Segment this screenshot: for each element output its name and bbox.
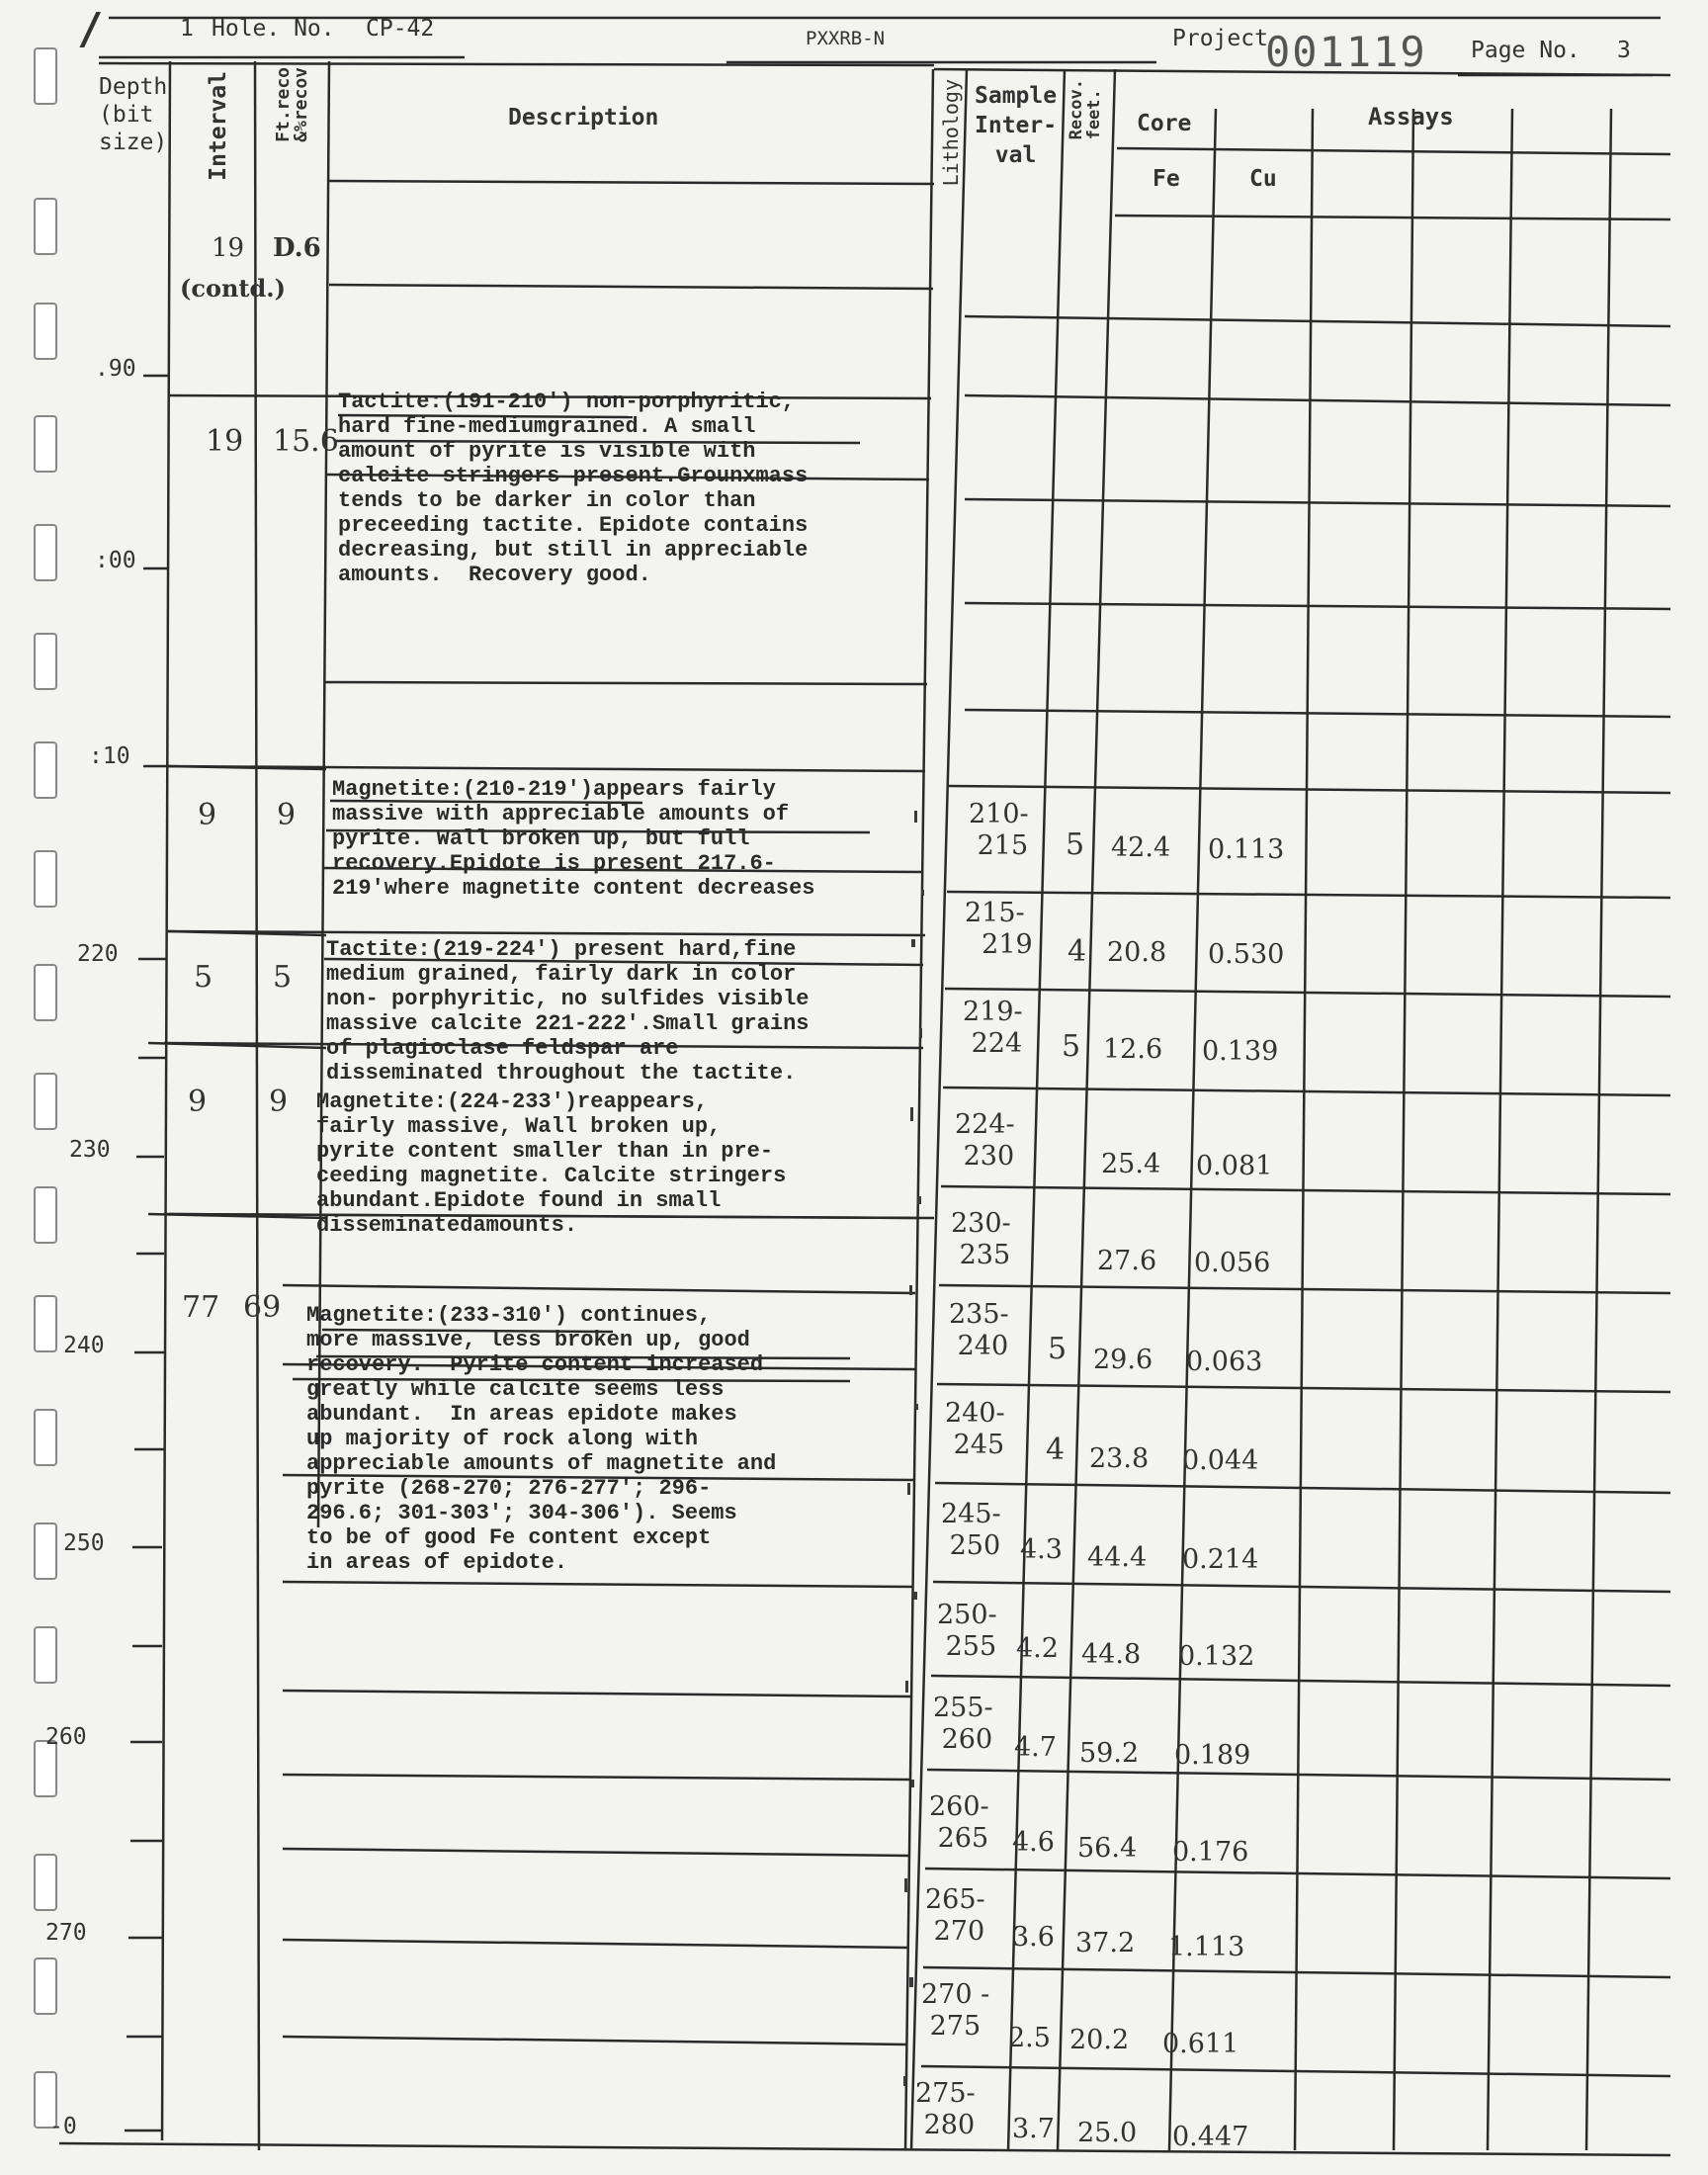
core-header: Core [1137, 111, 1192, 136]
sample-interval: 240- 245 [945, 1398, 1005, 1460]
sample-interval: 215- 219 [965, 898, 1033, 960]
sample-interval: 255- 260 [933, 1693, 993, 1755]
assay-cu: 0.214 [1182, 1544, 1259, 1575]
interval-column-header: Interval [206, 71, 231, 181]
interval-value: 19 [212, 233, 245, 263]
assay-fe: 42.4 [1111, 832, 1171, 863]
interval-value: 19 [206, 424, 244, 459]
description-column-header: Description [508, 105, 659, 130]
sample-interval: 235- 240 [949, 1299, 1009, 1361]
sample-recovery: 4 [1046, 1433, 1066, 1467]
depth-mark: .90 [95, 356, 136, 382]
location-name: PXXRB-N [806, 28, 886, 49]
sample-recovery: 5 [1062, 1029, 1081, 1064]
recovery-value: 69 [243, 1290, 282, 1325]
assay-cu: 0.132 [1178, 1641, 1255, 1672]
assay-fe: 25.4 [1101, 1149, 1161, 1179]
hole-number: CP-42 [366, 16, 435, 42]
interval-value: 77 [182, 1290, 220, 1325]
sample-interval: 265- 270 [925, 1884, 985, 1947]
assay-cu: 0.063 [1186, 1347, 1263, 1377]
sample-recovery: 4.6 [1012, 1827, 1055, 1858]
recovery-column-header: Ft.reco &%recov [273, 67, 311, 142]
recovery-value: 9 [269, 1085, 289, 1119]
description-magnetite-233-310: Magnetite:(233-310') continues, more massive, less broken up, good recovery. Pyrite content increased greatly while calcite seems less abundant. In areas epidote makes up majority of rock along with appreciable amounts of magnetite and pyrite (268-270; 276-277'; 296- 296.6; 301-303'; 304-306'). Seems to be of good Fe content except in areas of epidote. [306, 1303, 777, 1575]
depth-mark: 250 [63, 1530, 105, 1556]
sample-recovery: 4.3 [1020, 1534, 1063, 1565]
sample-recovery: 3.7 [1012, 2114, 1055, 2144]
hole-prefix: 1 [180, 16, 194, 42]
assay-fe: 44.8 [1081, 1639, 1142, 1670]
assay-fe: 59.2 [1079, 1738, 1140, 1769]
assay-fe: 20.8 [1107, 937, 1167, 968]
assay-cu: 0.447 [1172, 2122, 1249, 2152]
depth-column-header: Depth (bit size) [99, 74, 168, 155]
left-mark: / [77, 4, 104, 54]
sample-recovery: 5 [1048, 1332, 1068, 1366]
assay-fe: 23.8 [1089, 1443, 1150, 1474]
description-tactite-219-224: Tactite:(219-224') present hard,fine medium grained, fairly dark in color non- porphyritic, no sulfides visible massive calcite 221-222'.Small grains of plagioclase feldspar are disseminated throughout the tactite. [326, 937, 810, 1086]
depth-mark: :10 [89, 743, 130, 769]
description-magnetite-224-233: Magnetite:(224-233')reappears, fairly massive, Wall broken up, pyrite content smaller than in pre- ceeding magnetite. Calcite stringers abundant.Epidote found in small disseminatedamounts. [316, 1089, 787, 1238]
assay-fe: 20.2 [1069, 2025, 1130, 2055]
sample-recovery: 4.2 [1016, 1633, 1059, 1664]
sample-interval-header: Sample Inter- val [975, 83, 1058, 168]
assay-fe: 29.6 [1093, 1345, 1153, 1375]
sample-interval: 275- 280 [915, 2078, 976, 2140]
depth-mark: 260 [45, 1724, 87, 1750]
assay-cu: 0.530 [1208, 939, 1285, 970]
sample-interval: 230- 235 [951, 1208, 1011, 1270]
interval-value: 9 [188, 1085, 208, 1119]
sample-interval: 210- 215 [969, 799, 1029, 861]
hole-label: Hole. No. [212, 16, 335, 42]
sample-recovery: 4.7 [1014, 1732, 1057, 1763]
assay-cu: 0.611 [1162, 2029, 1239, 2059]
project-label: Project [1172, 26, 1268, 51]
assay-cu: 1.113 [1168, 1932, 1245, 1962]
assay-cu: 0.189 [1174, 1740, 1251, 1771]
assay-cu: 0.113 [1208, 834, 1285, 865]
assay-cu: 0.081 [1196, 1151, 1273, 1181]
depth-mark: 230 [69, 1137, 111, 1163]
assay-fe: 27.6 [1097, 1246, 1157, 1276]
depth-mark: 240 [63, 1333, 105, 1358]
depth-mark: 270 [45, 1920, 87, 1946]
sample-interval: 224- 230 [955, 1109, 1015, 1172]
depth-mark: :00 [95, 548, 136, 573]
assay-fe: 25.0 [1077, 2118, 1138, 2148]
page-number: 3 [1617, 38, 1631, 63]
sample-interval: 270 - 275 [921, 1979, 990, 2042]
sample-interval: 260- 265 [929, 1791, 989, 1854]
interval-note: (contd.) [180, 274, 287, 303]
depth-mark: -0 [49, 2114, 77, 2139]
sample-recovery: 2.5 [1008, 2023, 1051, 2053]
assay-cu: 0.056 [1194, 1248, 1271, 1278]
fe-header: Fe [1153, 166, 1180, 192]
assay-cu: 0.176 [1172, 1837, 1249, 1868]
sample-recovery: 3.6 [1012, 1922, 1055, 1953]
lithology-column-header: Lithology [939, 79, 963, 187]
interval-value: 5 [194, 960, 214, 995]
sample-interval: 245- 250 [941, 1499, 1001, 1561]
recovery-value: 15.6 [273, 424, 339, 459]
page-label: Page No. [1471, 38, 1580, 63]
sample-interval: 250- 255 [937, 1600, 997, 1662]
depth-mark: 220 [77, 941, 119, 967]
assay-fe: 37.2 [1075, 1928, 1136, 1958]
sample-recovery-header: Recov. feet. [1067, 79, 1104, 140]
assays-header: Assays [1368, 103, 1454, 130]
assay-cu: 0.139 [1202, 1036, 1279, 1067]
cu-header: Cu [1249, 166, 1277, 192]
sample-interval: 219- 224 [963, 997, 1023, 1059]
interval-value: 9 [198, 798, 217, 832]
sample-recovery: 5 [1066, 827, 1085, 862]
description-magnetite-210-219: Magnetite:(210-219')appears fairly massive with appreciable amounts of pyrite. Wall broken up, but full recovery.Epidote is present 217.6- 219'where magnetite content decreases [332, 777, 815, 901]
sample-recovery: 4 [1068, 934, 1087, 969]
assay-fe: 44.4 [1087, 1542, 1148, 1573]
assay-cu: 0.044 [1182, 1445, 1259, 1476]
recovery-value: D.6 [273, 233, 321, 263]
assay-fe: 56.4 [1077, 1833, 1138, 1864]
description-tactite-191-210: Tactite:(191-210') non-porphyritic, hard fine-mediumgrained. A small amount of pyrite is visible with calcite stringers present.Grounxmass tends to be darker in color than preceeding tactite. Epidote contains decreasing, but still in appreciable amounts. Recovery good. [338, 390, 809, 587]
project-number: 001119 [1265, 28, 1427, 76]
recovery-value: 5 [273, 960, 293, 995]
assay-fe: 12.6 [1103, 1034, 1163, 1065]
recovery-value: 9 [277, 798, 297, 832]
